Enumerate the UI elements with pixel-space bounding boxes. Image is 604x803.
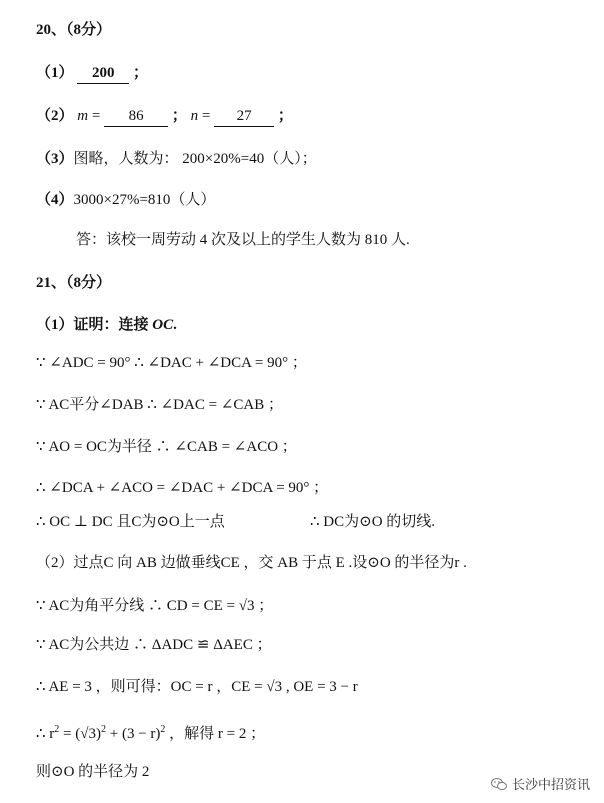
eq: = (88, 108, 105, 124)
m-blank: 86 (104, 106, 168, 127)
q21-part2: （2）过点C 向 AB 边做垂线CE ，交 AB 于点 E .设⊙O 的半径为r . (36, 555, 467, 571)
proof-line-4: ∴ ∠DCA + ∠ACO = ∠DAC + ∠DCA = 90° ； (36, 480, 329, 496)
part2-line-1: ∵ AC为角平分线 ∴ CD = CE = √3 ； (36, 598, 274, 614)
proof-line-3: ∵ AO = OC为半径 ∴ ∠CAB = ∠ACO ； (36, 439, 297, 455)
exponent: 2 (100, 724, 106, 735)
punct: ； (133, 65, 149, 81)
eq: = (198, 108, 215, 124)
exponent: 2 (160, 724, 166, 735)
q20-answer: 答：该校一周劳动 4 次及以上的学生人数为 810 人. (76, 232, 410, 248)
proof-line-5-conclusion: ∴ DC为⊙O 的切线. (310, 514, 436, 530)
punct: . (173, 317, 177, 333)
part-label: （1）证明：连接 (36, 317, 149, 333)
expr-part: + (3 − r) (105, 726, 161, 742)
expr-part: ∴ r (36, 726, 55, 742)
q21-part1 (36, 315, 177, 335)
q21-title: 21、（8分） (36, 275, 112, 291)
expr-part: = (√3) (59, 726, 101, 742)
part2-line-3: ∴ AE = 3 ，则可得：OC = r ，CE = √3 , OE = 3 − r (36, 679, 358, 695)
punct: ； (171, 108, 187, 124)
part-label: （1） (36, 65, 74, 81)
answer-blank: 200 (77, 63, 129, 84)
var-oc: OC (152, 317, 174, 333)
text: 图略，人数为： (73, 151, 179, 167)
wechat-icon (491, 777, 507, 791)
q20-part1 (36, 63, 148, 84)
part2-line-4 (36, 720, 265, 744)
n-blank: 27 (214, 106, 274, 127)
punct: ； (277, 108, 293, 124)
part-label: （2） (36, 108, 74, 124)
expression: 200×20%=40（人）； (182, 151, 317, 167)
part2-line-2: ∵ AC为公共边 ∴ ΔADC ≌ ΔAEC ； (36, 637, 272, 653)
exponent: 2 (54, 724, 60, 735)
q20-part3 (36, 149, 317, 169)
expr-part: ，解得 r = 2 ； (165, 726, 266, 742)
conclusion: 则⊙O 的半径为 2 (36, 764, 150, 780)
part-label: （4） (36, 192, 74, 208)
proof-line-1: ∵ ∠ADC = 90° ∴ ∠DAC + ∠DCA = 90° ； (36, 355, 307, 371)
proof-line-5: ∴ OC ⊥ DC 且C为⊙O上一点 (36, 514, 225, 530)
var-m: m (77, 108, 89, 124)
part-label: （3） (36, 151, 74, 167)
expression: 3000×27%=810（人） (73, 192, 216, 208)
watermark (491, 774, 590, 793)
q20-part4 (36, 190, 215, 210)
var-n: n (190, 108, 199, 124)
q20-part2 (36, 106, 293, 127)
watermark-text: 长沙中招资讯 (511, 778, 590, 793)
q20-title: 20、（8分） (36, 22, 112, 38)
proof-line-2: ∵ AC平分∠DAB ∴ ∠DAC = ∠CAB ； (36, 397, 283, 413)
